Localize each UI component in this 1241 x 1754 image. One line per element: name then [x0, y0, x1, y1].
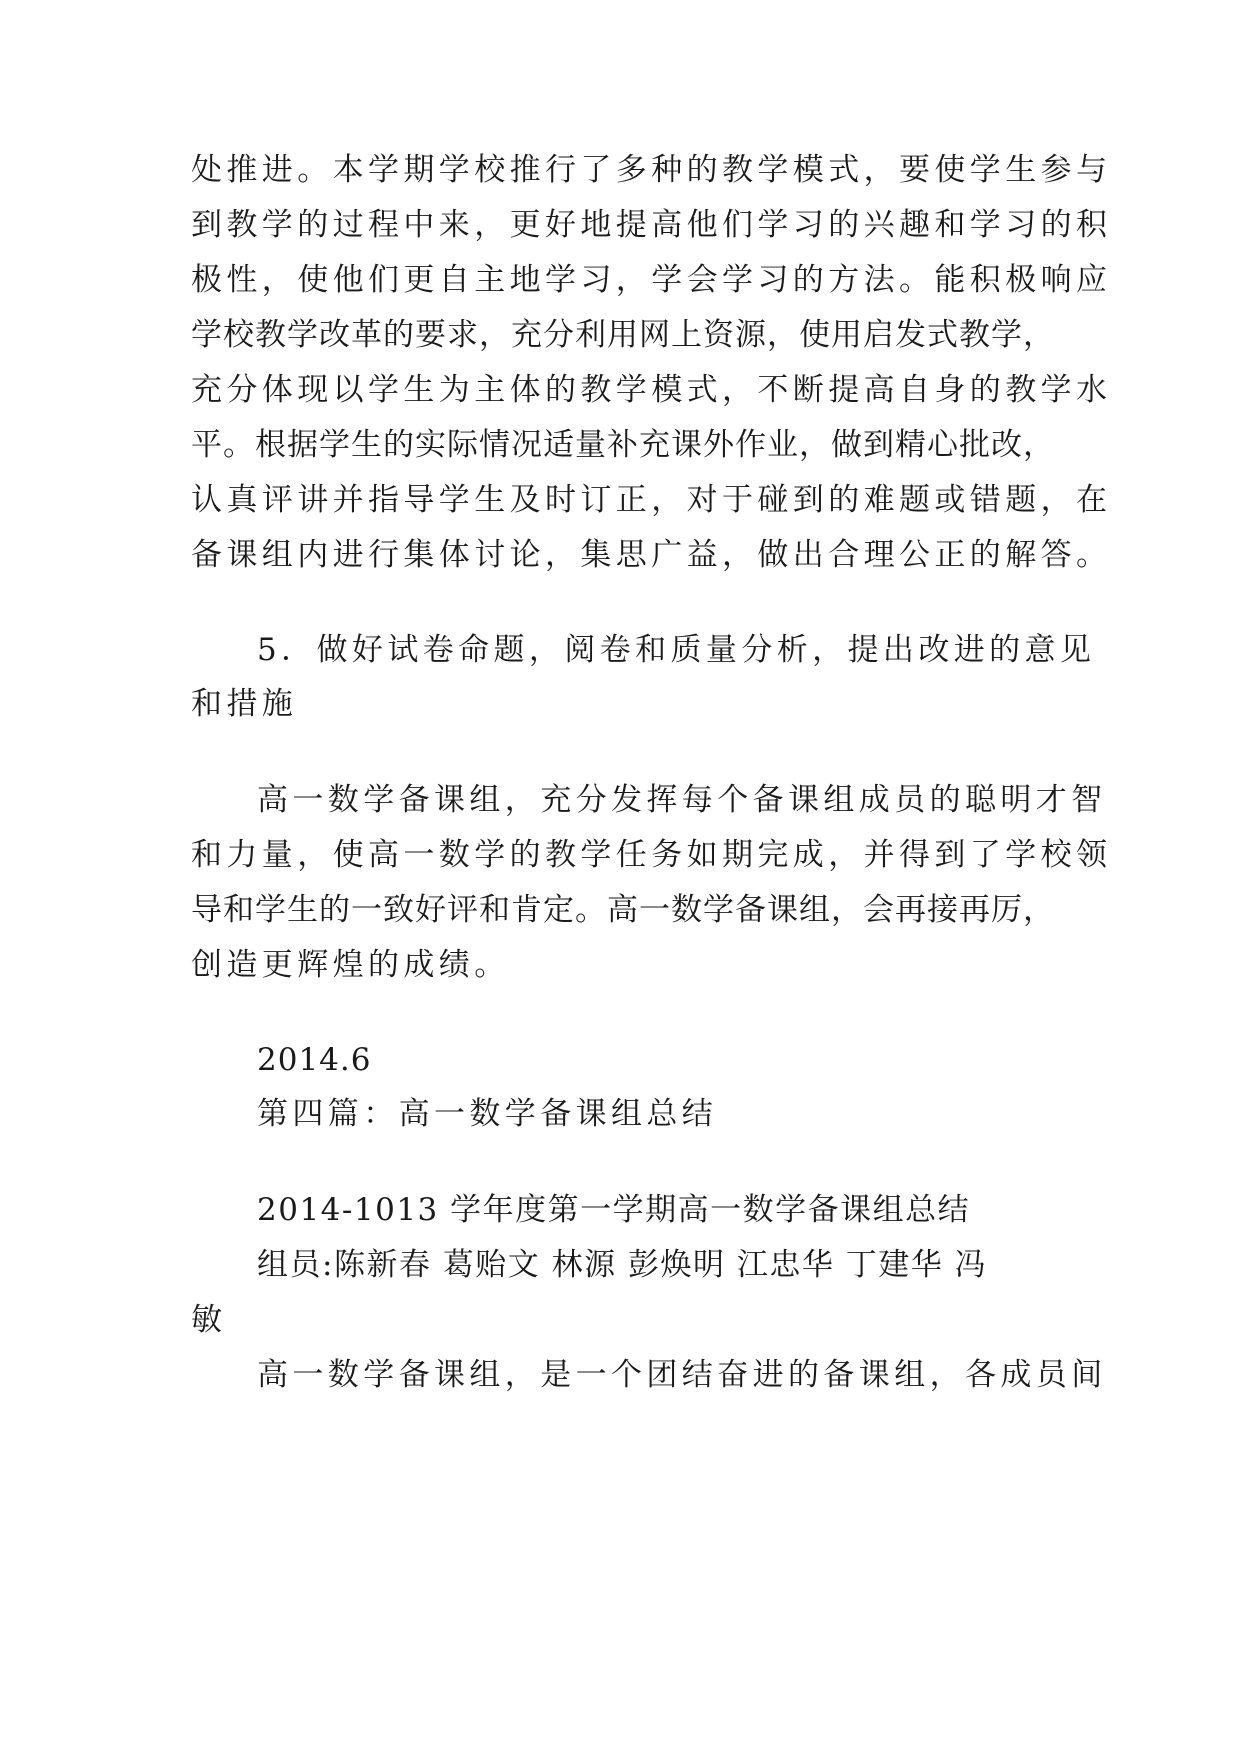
- paragraph-2-line-4: 创造更辉煌的成绩。: [191, 947, 510, 983]
- paragraph-1-line-8: 备课组内进行集体讨论，集思广益，做出合理公正的解答。: [191, 537, 1112, 573]
- paragraph-1-line-1: 处推进。本学期学校推行了多种的教学模式，要使学生参与: [191, 152, 1112, 188]
- paragraph-3-line-1: 高一数学备课组，是一个团结奋进的备课组，各成员间: [257, 1357, 1107, 1393]
- members-line-1: 组员:陈新春 葛贻文 林源 彭焕明 江忠华 丁建华 冯: [257, 1247, 988, 1283]
- paragraph-1-line-2: 到教学的过程中来，更好地提高他们学习的兴趣和学习的积: [191, 207, 1112, 243]
- paragraph-2-line-2: 和力量，使高一数学的教学任务如期完成，并得到了学校领: [191, 837, 1112, 873]
- paragraph-1-line-3: 极性，使他们更自主地学习，学会学习的方法。能积极响应: [191, 262, 1112, 298]
- paragraph-1-line-6: 平。根据学生的实际情况适量补充课外作业，做到精心批改，: [191, 427, 1055, 463]
- paragraph-2-line-1: 高一数学备课组，充分发挥每个备课组成员的聪明才智: [257, 782, 1107, 818]
- paragraph-2-line-3: 导和学生的一致好评和肯定。高一数学备课组，会再接再厉，: [191, 892, 1055, 928]
- heading-5-line-2: 和措施: [191, 686, 298, 722]
- summary-title: 2014-1013 学年度第一学期高一数学备课组总结: [257, 1192, 971, 1228]
- heading-5-line-1: 5．做好试卷命题，阅卷和质量分析，提出改进的意见: [257, 632, 1096, 668]
- paragraph-1-line-4: 学校教学改革的要求，充分利用网上资源，使用启发式教学，: [191, 317, 1055, 353]
- members-line-2: 敏: [191, 1302, 227, 1338]
- section-title: 第四篇：高一数学备课组总结: [257, 1096, 718, 1132]
- paragraph-1-line-5: 充分体现以学生为主体的教学模式，不断提高自身的教学水: [191, 372, 1112, 408]
- paragraph-1-line-7: 认真评讲并指导学生及时订正，对于碰到的难题或错题，在: [191, 482, 1112, 518]
- date-label: 2014.6: [257, 1042, 372, 1078]
